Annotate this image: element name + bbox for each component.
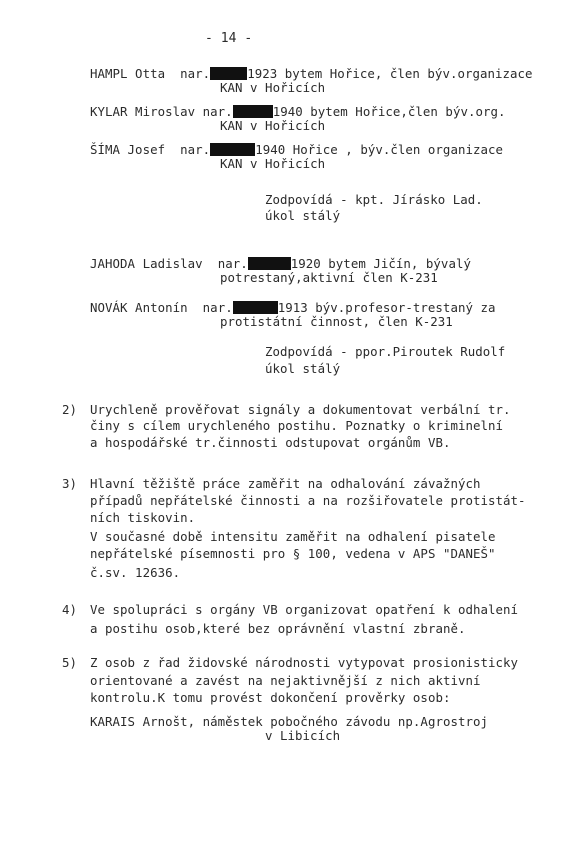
responsible-person: Zodpovídá - kpt. Jírásko Lad. xyxy=(265,192,483,207)
person-details-line2: v Libicích xyxy=(265,728,341,743)
item-text-line: Ve spolupráci s orgány VB organizovat opatření k odhalení xyxy=(90,602,519,617)
item-text-line: činy s cílem urychleného postihu. Poznatky o kriminelní xyxy=(90,418,504,433)
item-text-line: nepřátelské písemnosti pro § 100, vedena v APS "DANEŠ" xyxy=(90,546,496,561)
item-text-line: orientované a zavést na nejaktivnější z nich aktivní xyxy=(90,673,481,688)
person-entry xyxy=(90,301,496,315)
person-details-line2: KAN v Hořicích xyxy=(220,118,326,133)
responsible-person: Zodpovídá - ppor.Piroutek Rudolf xyxy=(265,344,506,359)
person-details-line2: KAN v Hořicích xyxy=(220,156,326,171)
birth-prefix: nar. xyxy=(217,256,248,271)
person-entry xyxy=(90,67,533,81)
item-number: 5) xyxy=(62,655,78,670)
person-name: JAHODA Ladislav xyxy=(90,256,203,271)
birth-prefix: nar. xyxy=(180,142,211,157)
task-type: úkol stálý xyxy=(265,361,341,376)
redaction-bar xyxy=(210,67,247,80)
item-text-line: a hospodářské tr.činnosti odstupovat orgánům VB. xyxy=(90,435,451,450)
person-name: NOVÁK Antonín xyxy=(90,300,188,315)
item-text-line: případů nepřátelské činnosti a na rozšiřovatele protistát- xyxy=(90,493,526,508)
item-text-line: V současné době intensitu zaměřit na odhalení pisatele xyxy=(90,529,496,544)
person-name: HAMPL Otta xyxy=(90,66,166,81)
page-number: - 14 - xyxy=(205,31,253,46)
person-details-line2: potrestaný,aktivní člen K-231 xyxy=(220,270,438,285)
task-type: úkol stálý xyxy=(265,208,341,223)
redaction-bar xyxy=(210,143,255,156)
item-number: 2) xyxy=(62,402,78,417)
birth-prefix: nar. xyxy=(180,66,211,81)
item-text-line: Z osob z řad židovské národnosti vytypovat prosionisticky xyxy=(90,655,519,670)
item-text-line: ních tiskovin. xyxy=(90,510,196,525)
person-details: 1920 bytem Jičín, bývalý xyxy=(290,256,471,271)
person-details-line2: protistátní činnost, člen K-231 xyxy=(220,314,453,329)
redaction-bar xyxy=(248,257,291,270)
birth-prefix: nar. xyxy=(202,104,233,119)
item-text-line: kontrolu.K tomu provést dokončení prověrky osob: xyxy=(90,690,451,705)
person-details: 1923 bytem Hořice, člen býv.organizace xyxy=(247,66,533,81)
person-entry xyxy=(90,257,471,271)
person-details-line2: KAN v Hořicích xyxy=(220,80,326,95)
item-text-line: a postihu osob,které bez oprávnění vlastní zbraně. xyxy=(90,621,466,636)
birth-prefix: nar. xyxy=(202,300,233,315)
person-entry-final: KARAIS Arnošt, náměstek pobočného závodu np.Agrostroj xyxy=(90,714,489,729)
item-number: 3) xyxy=(62,476,78,491)
person-entry xyxy=(90,105,506,119)
redaction-bar xyxy=(233,301,278,314)
item-text-line: Urychleně prověřovat signály a dokumentovat verbální tr. xyxy=(90,402,511,417)
item-text-line: Hlavní těžiště práce zaměřit na odhalování závažných xyxy=(90,476,481,491)
person-entry xyxy=(90,143,503,157)
person-details: 1940 Hořice , býv.člen organizace xyxy=(255,142,504,157)
person-name: KYLAR Miroslav xyxy=(90,104,196,119)
person-details: 1913 býv.profesor-trestaný za xyxy=(277,300,496,315)
person-name: ŠÍMA Josef xyxy=(90,142,166,157)
item-number: 4) xyxy=(62,602,78,617)
person-details: 1940 bytem Hořice,člen býv.org. xyxy=(272,104,506,119)
item-text-line: č.sv. 12636. xyxy=(90,565,181,580)
redaction-bar xyxy=(233,105,273,118)
